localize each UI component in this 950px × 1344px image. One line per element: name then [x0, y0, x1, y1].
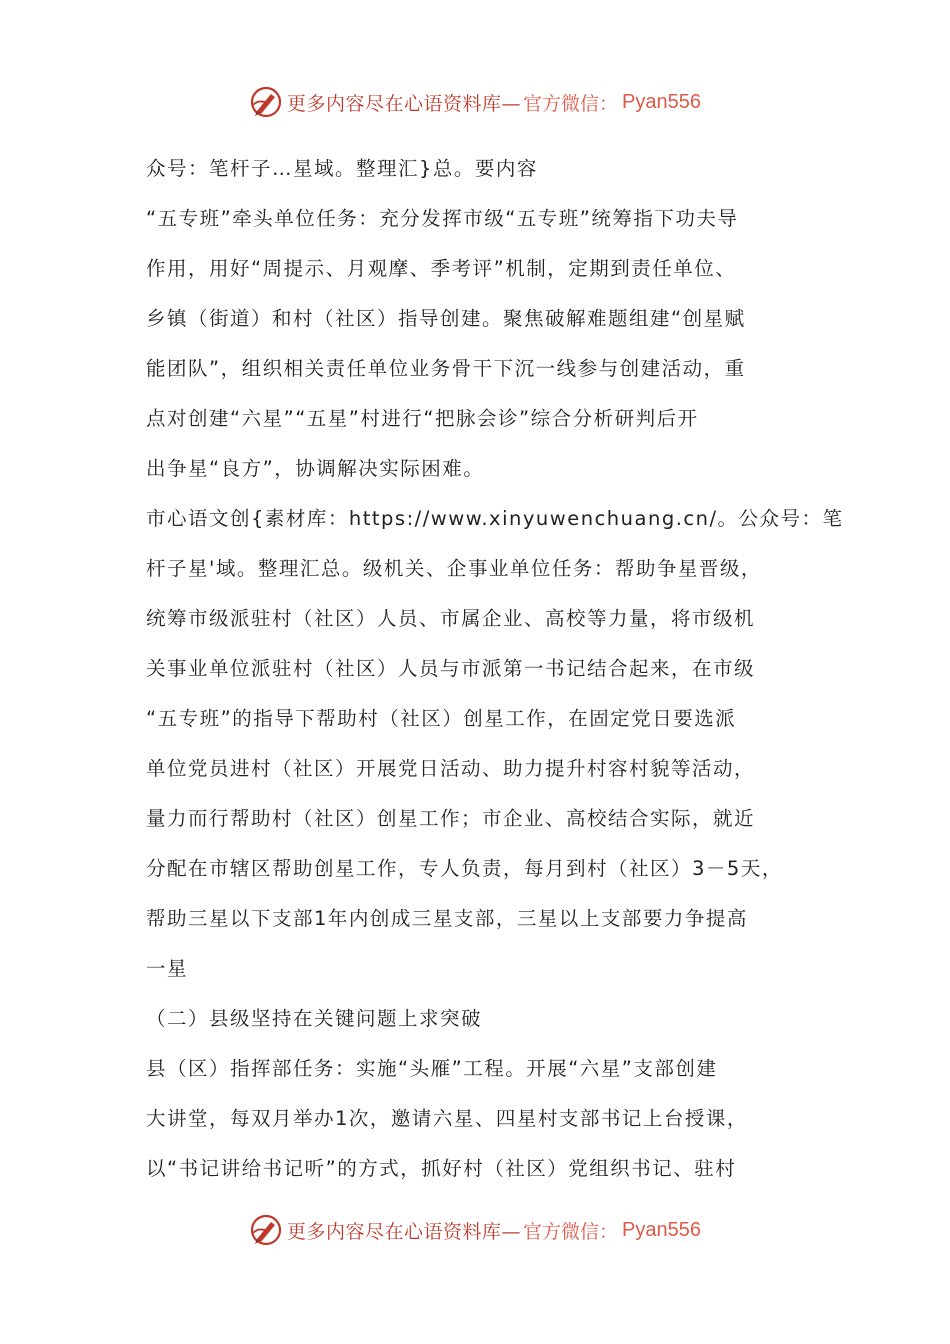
body-line: 关事业单位派驻村（社区）人员与市派第一书记结合起来，在市级 — [146, 657, 756, 680]
body-line: “五专班”牵头单位任务：充分发挥市级“五专班”统筹指下功夫导 — [146, 207, 739, 230]
body-line: 量力而行帮助村（社区）创星工作；市企业、高校结合实际，就近 — [146, 807, 756, 830]
body-line: 出争星“良方”，协调解决实际困难。 — [146, 457, 485, 480]
body-line: 大讲堂，每双月举办1次，邀请六星、四星村支部书记上台授课， — [146, 1107, 748, 1130]
body-line: 县（区）指挥部任务：实施“头雁”工程。开展“六星”支部创建 — [146, 1057, 718, 1080]
document-body — [146, 146, 844, 1196]
body-line: 杆子星'域。整理汇总。级机关、企事业单位任务：帮助争星晋级， — [146, 557, 762, 580]
body-line: 众号：笔杆子…星域。整理汇}总。要内容 — [146, 157, 538, 180]
body-line: 统筹市级派驻村（社区）人员、市属企业、高校等力量，将市级机 — [146, 607, 756, 630]
section-heading: （二）县级坚持在关键问题上求突破 — [146, 1007, 483, 1030]
banner-wechat-label: 官方微信： — [523, 1220, 619, 1243]
banner-wechat-id: Pyan556 — [622, 1218, 701, 1241]
header-watermark-banner — [0, 82, 950, 122]
banner-text: 更多内容尽在心语资料库— — [287, 1220, 522, 1243]
body-line: 作用，用好“周提示、月观摩、季考评”机制，定期到责任单位、 — [146, 257, 737, 280]
body-line: 分配在市辖区帮助创星工作，专人负责，每月到村（社区）3－5天， — [146, 857, 783, 880]
body-line: 能团队”，组织相关责任单位业务骨干下沉一线参与创建活动，重 — [146, 357, 746, 380]
pen-logo-icon — [249, 1213, 283, 1247]
body-line: “五专班”的指导下帮助村（社区）创星工作，在固定党日要选派 — [146, 707, 737, 730]
body-line: 市心语文创{素材库：https://www.xinyuwenchuang.cn/。公众号：笔 — [146, 507, 844, 530]
body-line: 乡镇（街道）和村（社区）指导创建。聚焦破解难题组建“创星赋 — [146, 307, 746, 330]
footer-watermark-banner — [0, 1210, 950, 1250]
banner-text: 更多内容尽在心语资料库— — [287, 92, 522, 115]
pen-logo-icon — [249, 85, 283, 119]
body-line: 一星 — [146, 957, 189, 980]
body-line: 以“书记讲给书记听”的方式，抓好村（社区）党组织书记、驻村 — [146, 1157, 737, 1180]
body-line: 帮助三星以下支部1年内创成三星支部，三星以上支部要力争提高 — [146, 907, 748, 930]
body-line: 单位党员进村（社区）开展党日活动、助力提升村容村貌等活动， — [146, 757, 756, 780]
body-line: 点对创建“六星”“五星”村进行“把脉会诊”综合分析研判后开 — [146, 407, 699, 430]
banner-wechat-label: 官方微信： — [523, 92, 619, 115]
banner-wechat-id: Pyan556 — [622, 90, 701, 113]
